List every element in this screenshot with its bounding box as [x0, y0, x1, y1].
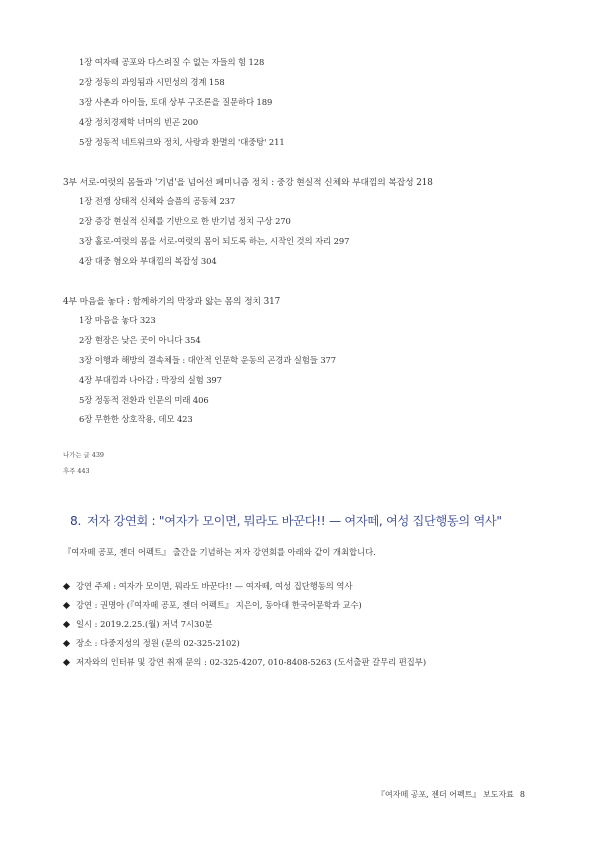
toc-chapter: 2장 정동의 과잉됨과 시민성의 경계 158	[79, 77, 225, 87]
list-item: 저자와의 인터뷰 및 강연 취재 문의 : 02-325-4207, 010-8408-5263 (도서출판 갈무리 편집부)	[63, 656, 426, 675]
toc-chapter: 3장 홀로-여럿의 몸을 서로-여럿의 몸이 되도록 하는, 시작인 것의 자리 297	[79, 236, 350, 246]
toc-chapter: 3장 이행과 해방의 결속체들 : 대안적 인문학 운동의 곤경과 실험들 377	[79, 355, 337, 365]
footer-label: 『여자떼 공포, 젠더 어펙트』 보도자료	[377, 790, 514, 799]
list-item: 일시 : 2019.2.25.(월) 저녁 7시30분	[63, 618, 426, 637]
section-intro: 『여자떼 공포, 젠더 어펙트』 출간을 기념하는 저자 강연회를 아래와 같이 개최합니다.	[63, 547, 376, 557]
section-title	[70, 512, 502, 529]
toc-chapter: 5장 정동적 전환과 인문의 미래 406	[79, 395, 209, 405]
diamond-bullet-icon	[63, 639, 70, 646]
toc-notes: 후주 443	[63, 467, 90, 475]
section-title-text: 저자 강연회 : "여자가 모이면, 뭐라도 바꾼다!! — 여자떼, 여성 집단행동의 역사"	[87, 514, 502, 528]
diamond-bullet-icon	[63, 582, 70, 589]
page-footer	[377, 789, 525, 800]
toc-chapter: 2장 증강 현실적 신체를 기반으로 한 반기념 정치 구상 270	[79, 216, 291, 226]
toc-epilogue: 나가는 글 439	[63, 451, 104, 459]
toc-chapter: 4장 정치경제학 너머의 빈곤 200	[79, 117, 199, 127]
diamond-bullet-icon	[63, 658, 70, 665]
toc-part-title: 4부 마음을 놓다 : 함께하기의 막장과 앓는 몸의 정치 317	[63, 297, 281, 307]
list-item: 장소 : 다중지성의 정원 (문의 02-325-2102)	[63, 637, 426, 656]
toc-part-title: 3부 서로-여럿의 몸들과 '기념'을 넘어선 페미니즘 정치 : 중강 현실적 신체와 부대낌의 복잡성 218	[63, 178, 433, 188]
page-number: 8	[519, 790, 525, 799]
event-details-list	[63, 580, 426, 675]
toc-chapter: 3장 사촌과 아이들, 토대 상부 구조론을 질문하다 189	[79, 97, 273, 107]
diamond-bullet-icon	[63, 601, 70, 608]
list-item: 강연 주제 : 여자가 모이면, 뭐라도 바꾼다!! — 여자떼, 여성 집단행동의 역사	[63, 580, 426, 599]
list-item: 강연 : 권명아 (『여자떼 공포, 젠더 어펙트』 지은이, 동아대 한국어문학과 교수)	[63, 599, 426, 618]
toc-chapter: 6장 무한한 상호작용, 데모 423	[79, 414, 193, 424]
section-number: 8.	[70, 514, 82, 528]
toc-chapter: 4장 대중 혐오와 부대낌의 복잡성 304	[79, 256, 217, 266]
toc-chapter: 5장 정동적 네트워크와 정치, 사랑과 환멸의 '대중탕' 211	[79, 137, 285, 147]
toc-chapter: 2장 현장은 낮은 곳이 아니다 354	[79, 335, 201, 345]
toc-chapter: 1장 전쟁 상태적 신체와 슬픔의 공동체 237	[79, 196, 236, 206]
toc-chapter: 1장 여자때 공포와 다스려질 수 없는 자들의 힘 128	[79, 57, 265, 67]
toc-chapter: 4장 부대낌과 나아감 : 막장의 실험 397	[79, 375, 222, 385]
diamond-bullet-icon	[63, 620, 70, 627]
toc-chapter: 1장 마음을 놓다 323	[79, 315, 156, 325]
